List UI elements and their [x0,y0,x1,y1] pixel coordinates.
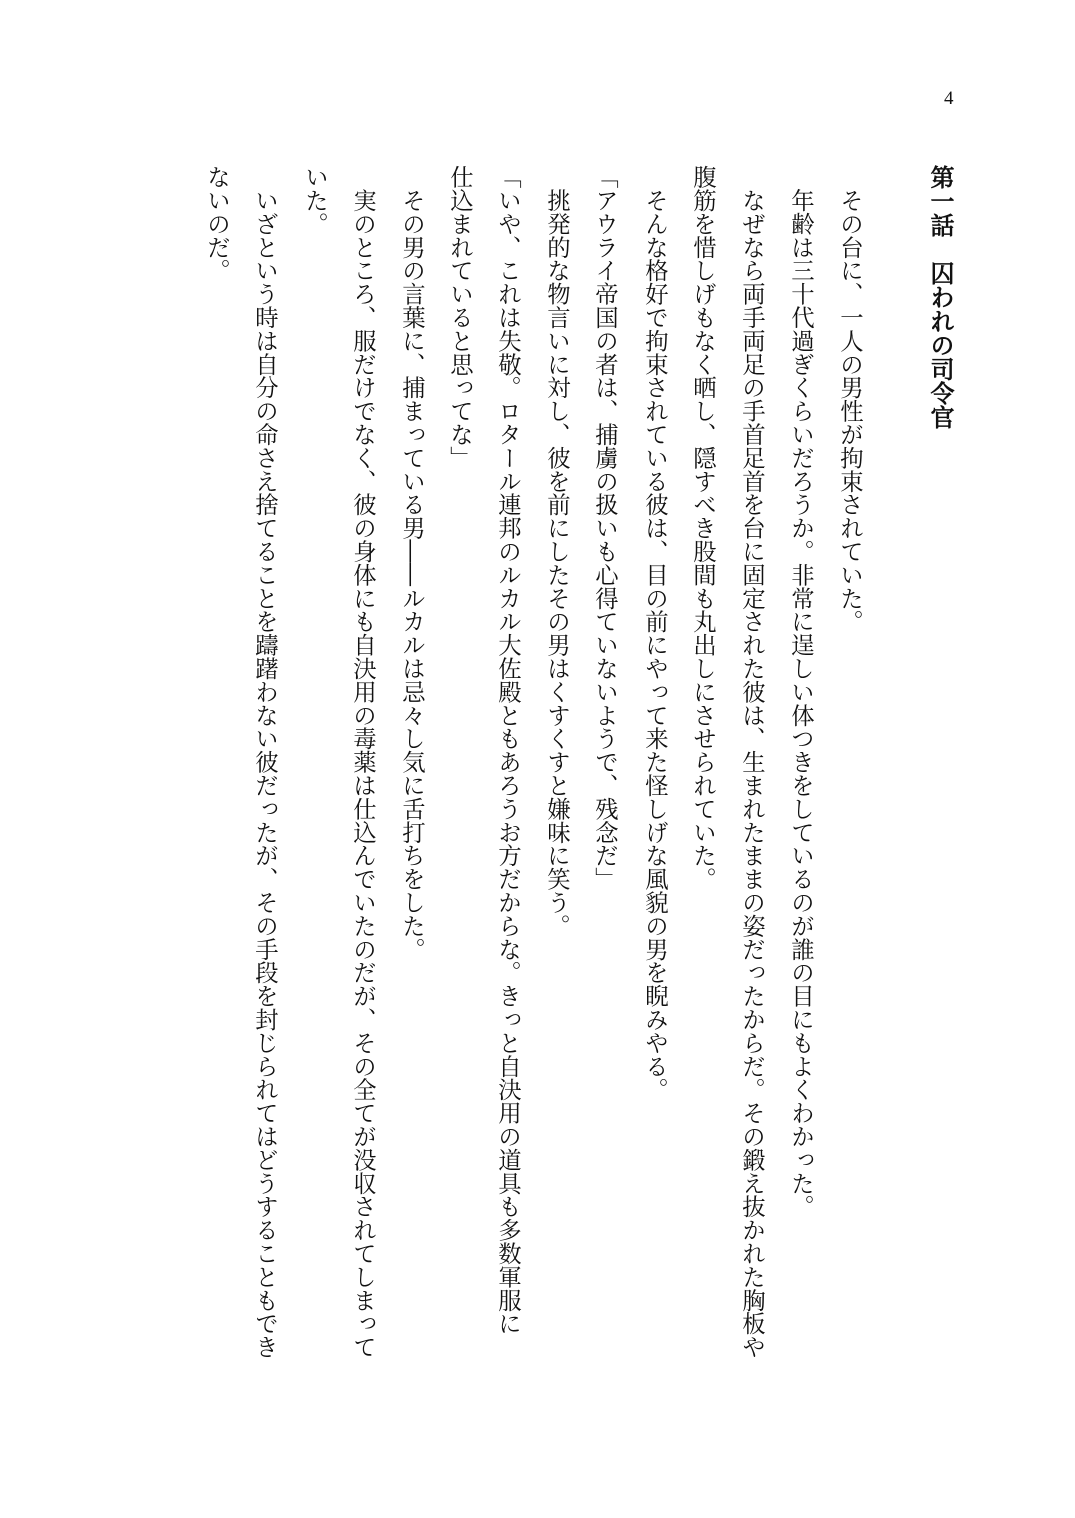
text-line: 挑発的な物言いに対し、彼を前にしたその男はくすくすと嫌味に笑う。 [543,165,571,938]
text-line: いた。 [301,165,329,236]
page-number: 4 [944,88,954,109]
text-line: その台に、一人の男性が拘束されていた。 [836,165,864,633]
text-line: 仕込まれていると思ってな」 [446,165,474,470]
chapter-title: 第一話 囚われの司令官 [926,165,955,429]
text-line: 年齢は三十代過ぎくらいだろうか。非常に逞しい体つきをしているのが誰の目にもよくわかった。 [787,165,815,1218]
text-line: 「アウライ帝国の者は、捕虜の扱いも心得ていないようで、残念だ」 [591,165,619,891]
text-line: 腹筋を惜しげもなく晒し、隠すべき股間も丸出しにさせられていた。 [689,165,717,891]
text-line: なぜなら両手両足の手首足首を台に固定された彼は、生まれたままの姿だったからだ。その鍛え抜かれた胸板や [738,165,766,1359]
text-line: その男の言葉に、捕まっている男――ルカルは忌々し気に舌打ちをした。 [398,165,426,961]
text-line: 「いや、これは失敬。ロタール連邦のルカル大佐殿ともあろうお方だからな。きっと自決用の道具も多数軍服に [494,165,522,1335]
text-line: そんな格好で拘束されている彼は、目の前にやって来た怪しげな風貌の男を睨みやる。 [641,165,669,1101]
text-line: いざという時は自分の命さえ捨てることを躊躇わない彼だったが、その手段を封じられてはどうすることもでき [251,165,279,1359]
text-line: 実のところ、服だけでなく、彼の身体にも自決用の毒薬は仕込んでいたのだが、その全てが没収されてしまって [349,165,377,1359]
text-line: ないのだ。 [203,165,231,282]
